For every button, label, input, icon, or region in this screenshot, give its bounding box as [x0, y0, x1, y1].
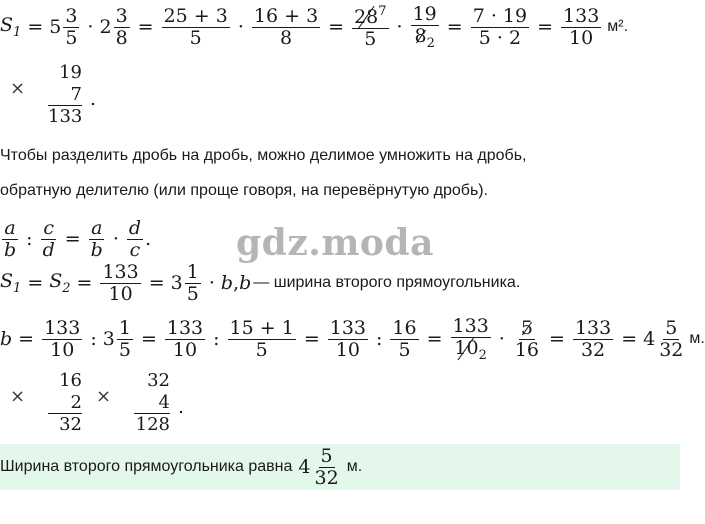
fraction: $\frac{133}{10}$	[102, 261, 139, 305]
area-symbol: $S_1$	[0, 14, 22, 40]
unit-label: м².	[607, 18, 629, 36]
division-rule-formula: $\frac{a}{b}$ : $\frac{c}{d}$ = $\frac{a}{b}$ · $\frac{d}{c}$ .	[4, 217, 152, 261]
answer-line: Ширина второго прямоугольника равна 4 $\frac{5}{32}$ м.	[0, 445, 363, 489]
mixed-number: 2	[99, 15, 112, 38]
fraction: $\frac{133}{10}$	[563, 5, 600, 49]
fraction: $\frac{3}{5}$	[65, 5, 78, 49]
watermark-logo: gdz.moda	[236, 222, 434, 264]
width-equation: b = $\frac{133}{10}$ : 3 $\frac{1}{5}$ = $\frac{133}{10}$ : $\frac{15 + 1}{5}$ = $\frac{133}{10}$ : $\frac{16}{5}$ = 133 10 $_2$ · $\frac{5}{16}$ = $\frac{133}{32}$ = 4 $\frac{5}{32}$ м.	[0, 315, 705, 363]
times-sign: ×	[10, 386, 26, 407]
times-sign: ×	[96, 386, 112, 407]
fraction: $\frac{25 + 3}{5}$	[163, 5, 228, 49]
fraction: $\frac{7 \cdot 19}{5 \cdot 2}$	[472, 5, 528, 49]
fraction: $\frac{16 + 3}{8}$	[253, 5, 319, 49]
rule-text-line-1: Чтобы разделить дробь на дробь, можно делимое умножить на дробь,	[0, 147, 527, 164]
fraction: $\frac{3}{8}$	[115, 5, 128, 49]
mixed-number: 5	[49, 15, 62, 38]
area-equality-equation: $S_1$ = $S_2$ = $\frac{133}{10}$ = 3 $\frac{1}{5}$ · b , b — ширина второго прямоугольника.	[0, 261, 521, 305]
rule-text-line-2: обратную делителю (или проще говоря, на перевёрнутую дробь).	[0, 182, 489, 199]
fraction-reduced: 19 8 $_2$	[412, 3, 437, 51]
fraction: $\frac{1}{5}$	[186, 261, 199, 305]
times-sign: ×	[10, 78, 26, 99]
fraction-reduced: 28 $^7$ 5	[354, 4, 387, 50]
fraction-reduced: $\frac{5}{16}$	[514, 317, 540, 361]
fraction-reduced: 133 10 $_2$	[452, 315, 489, 363]
area-equation-1: $S_1$ = 5 $\frac{3}{5}$ · 2 $\frac{3}{8}$ = $\frac{25 + 3}{5}$ · $\frac{16 + 3}{8}$ = 28 $^7$ 5 · 19 8 $_2$ = $\frac{7 \cdot 19}{5 \cdot 2}$ = $\frac{133}{10}$ м².	[0, 3, 629, 51]
